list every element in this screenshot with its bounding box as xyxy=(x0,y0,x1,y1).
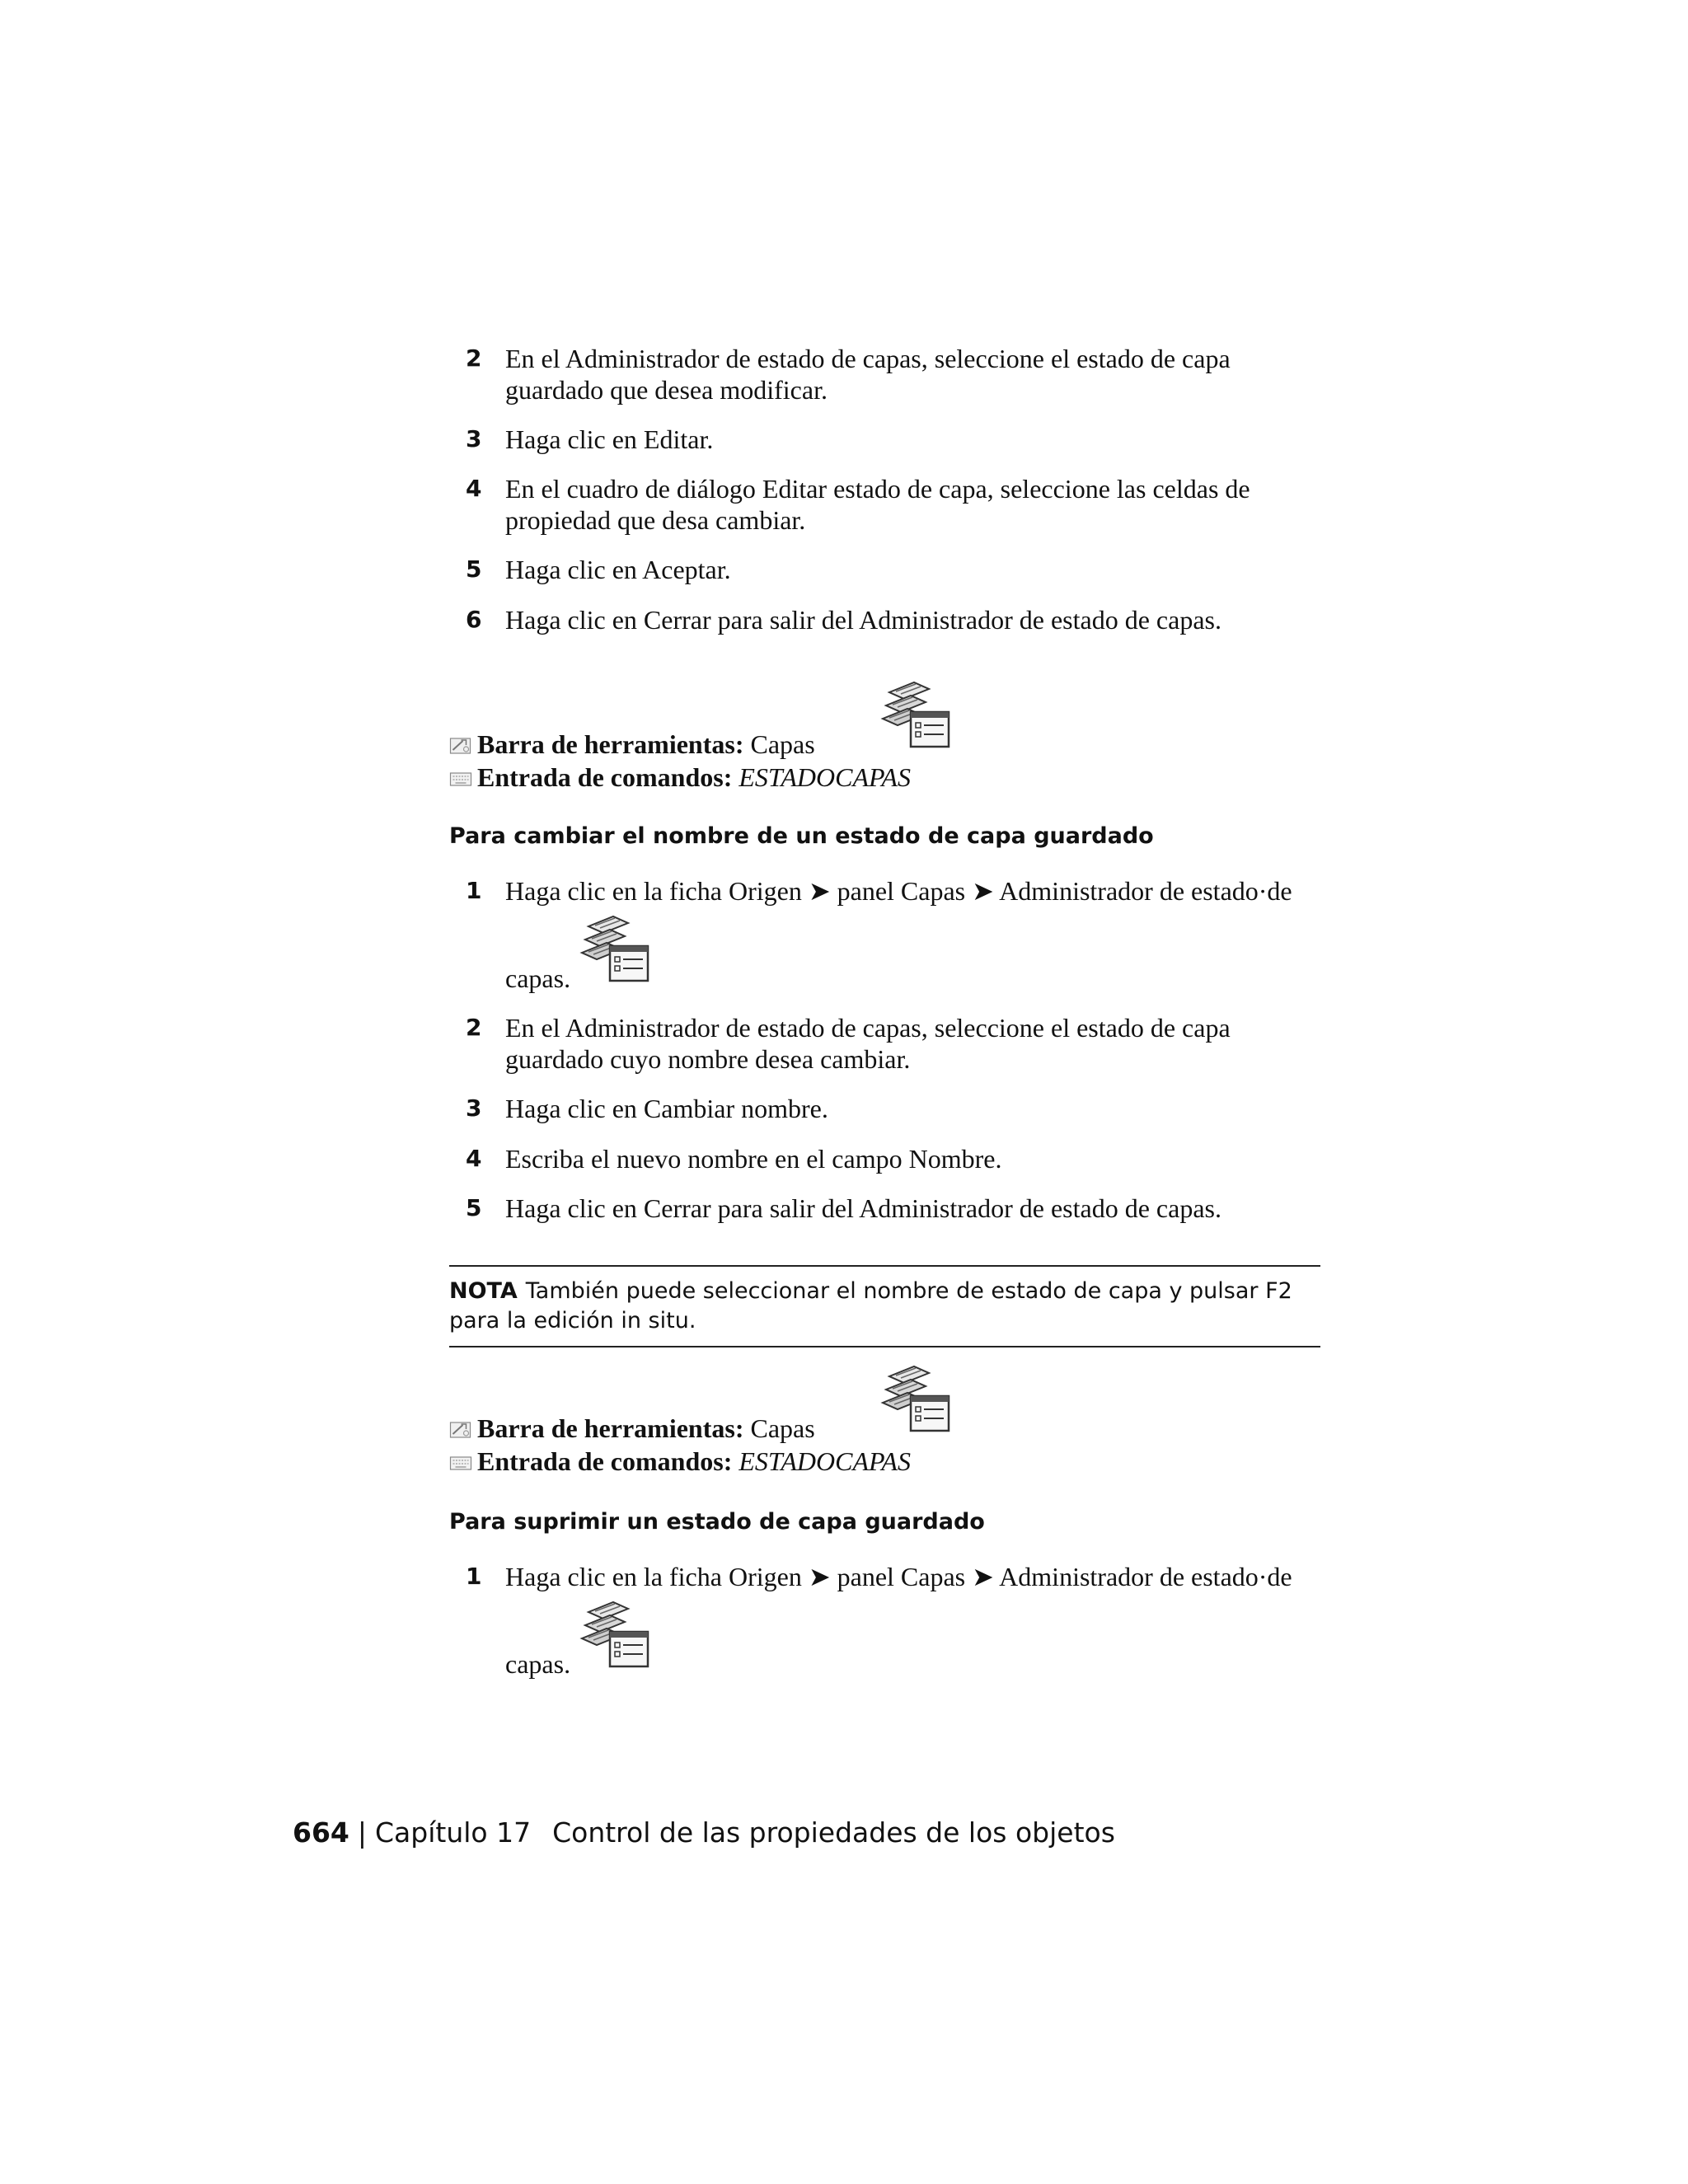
step-item xyxy=(466,473,1331,536)
step-number: 2 xyxy=(466,1014,482,1041)
step-text: Haga clic en Cambiar nombre. xyxy=(505,1094,828,1123)
layer-states-manager-icon[interactable] xyxy=(577,1597,651,1671)
step-item xyxy=(466,1093,1331,1124)
procedure-heading: Para cambiar el nombre de un estado de capa guardado xyxy=(449,823,1154,849)
step-text: En el Administrador de estado de capas, seleccione el estado de capa guardado que desea modificar. xyxy=(505,344,1231,405)
step-number: 5 xyxy=(466,555,482,583)
step-text: En el cuadro de diálogo Editar estado de capa, seleccione las celdas de propiedad que desa cambiar. xyxy=(505,474,1250,535)
step-item xyxy=(466,604,1331,635)
step-item xyxy=(466,875,1331,907)
step-item xyxy=(466,1561,1331,1592)
command-label: Entrada de comandos: xyxy=(477,1446,733,1476)
step-item xyxy=(466,1193,1331,1224)
step-item xyxy=(466,424,1331,455)
step-text: Haga clic en Cerrar para salir del Administrador de estado de capas. xyxy=(505,1193,1221,1223)
command-label: Entrada de comandos: xyxy=(477,762,733,792)
step-item xyxy=(466,1143,1331,1174)
step-number: 3 xyxy=(466,425,482,452)
chapter-number: Capítulo 17 xyxy=(375,1816,532,1849)
layer-states-manager-icon[interactable] xyxy=(577,912,651,986)
toolbar-label: Barra de herramientas: xyxy=(477,1413,744,1443)
toolbar-icon xyxy=(449,1421,472,1439)
step-text: Haga clic en la ficha Origen ➤ panel Capas ➤ Administrador de estado·de xyxy=(505,876,1292,906)
keyboard-icon xyxy=(449,1454,472,1472)
page-footer xyxy=(293,1816,1115,1849)
step-text: Escriba el nuevo nombre en el campo Nombre. xyxy=(505,1144,1002,1174)
toolbar-reference xyxy=(449,729,815,760)
command-value: ESTADOCAPAS xyxy=(738,762,911,792)
step-number: 4 xyxy=(466,1145,482,1172)
step-number: 1 xyxy=(466,877,482,904)
step-text: Haga clic en la ficha Origen ➤ panel Capas ➤ Administrador de estado·de xyxy=(505,1562,1292,1591)
layer-states-manager-icon[interactable] xyxy=(878,677,952,752)
chapter-title: Control de las propiedades de los objetos xyxy=(552,1816,1115,1849)
step-text: capas. xyxy=(505,963,571,993)
step-item xyxy=(466,554,1331,585)
note-box xyxy=(449,1265,1320,1347)
step-number: 6 xyxy=(466,606,482,633)
command-reference xyxy=(449,1446,911,1477)
page-number: 664 xyxy=(293,1816,349,1849)
step-number: 1 xyxy=(466,1563,482,1590)
step-text: En el Administrador de estado de capas, seleccione el estado de capa guardado cuyo nombre desea cambiar. xyxy=(505,1013,1231,1074)
toolbar-icon xyxy=(449,737,472,755)
keyboard-icon xyxy=(449,770,472,788)
note-label: NOTA xyxy=(449,1278,518,1304)
note-text: También puede seleccionar el nombre de estado de capa y pulsar F2 para la edición in situ. xyxy=(449,1278,1292,1333)
step-item xyxy=(466,1012,1331,1075)
step-text: Haga clic en Editar. xyxy=(505,424,714,454)
toolbar-label: Barra de herramientas: xyxy=(477,729,744,759)
command-reference xyxy=(449,762,911,793)
procedure-heading: Para suprimir un estado de capa guardado xyxy=(449,1509,985,1535)
layer-states-manager-icon[interactable] xyxy=(878,1361,952,1436)
footer-separator: | xyxy=(357,1816,368,1849)
step-number: 2 xyxy=(466,344,482,372)
step-number: 5 xyxy=(466,1194,482,1221)
step-item xyxy=(466,343,1331,405)
command-value: ESTADOCAPAS xyxy=(738,1446,911,1476)
step-text: Haga clic en Cerrar para salir del Administrador de estado de capas. xyxy=(505,605,1221,635)
step-number: 3 xyxy=(466,1094,482,1122)
step-number: 4 xyxy=(466,475,482,502)
step-text: Haga clic en Aceptar. xyxy=(505,555,731,584)
toolbar-value: Capas xyxy=(750,1413,815,1443)
toolbar-value: Capas xyxy=(750,729,815,759)
toolbar-reference xyxy=(449,1413,815,1444)
step-text: capas. xyxy=(505,1649,571,1679)
